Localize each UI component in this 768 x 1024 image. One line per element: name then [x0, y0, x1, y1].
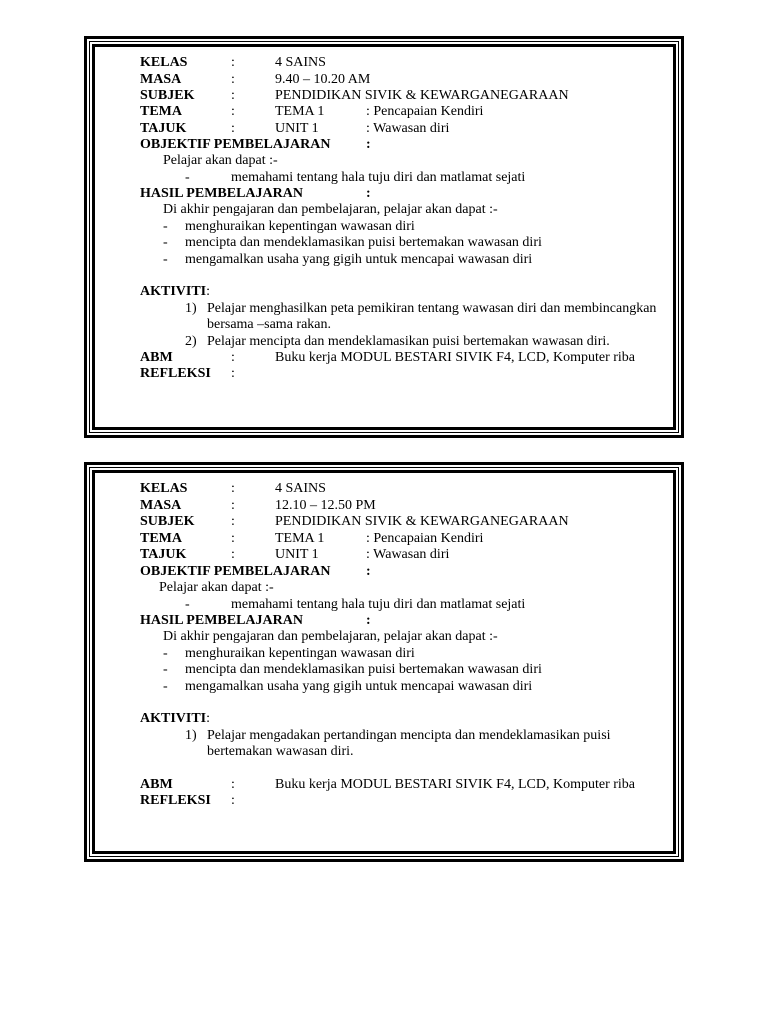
aktiviti-item-cont: bersama –sama rakan.	[207, 317, 331, 332]
kelas-value: 4 SAINS	[275, 481, 326, 496]
colon: :	[231, 547, 235, 562]
hasil-item: mengamalkan usaha yang gigih untuk mencapai wawasan diri	[185, 679, 533, 694]
subjek-label: SUBJEK	[140, 88, 195, 103]
aktiviti-item-cont: bertemakan wawasan diri.	[207, 744, 354, 759]
tajuk-desc: : Wawasan diri	[366, 547, 450, 562]
aktiviti-item: Pelajar mengadakan pertandingan mencipta dan mendeklamasikan puisi	[207, 728, 611, 743]
aktiviti-heading	[140, 284, 210, 300]
dash: -	[163, 235, 168, 250]
colon: :	[231, 498, 235, 513]
abm-label: ABM	[140, 350, 173, 365]
colon: :	[231, 481, 235, 496]
hasil-item: mencipta dan mendeklamasikan puisi bertemakan wawasan diri	[185, 662, 542, 677]
colon: :	[231, 531, 235, 546]
lesson-plan-box-2	[84, 462, 684, 862]
dash: -	[163, 662, 168, 677]
tema-desc: : Pencapaian Kendiri	[366, 531, 484, 546]
tema-label: TEMA	[140, 104, 182, 119]
masa-value: 12.10 – 12.50 PM	[275, 498, 376, 513]
masa-value: 9.40 – 10.20 AM	[275, 72, 371, 87]
masa-label: MASA	[140, 72, 182, 87]
colon: :	[231, 72, 235, 87]
hasil-item: menghuraikan kepentingan wawasan diri	[185, 646, 415, 661]
hasil-label: HASIL PEMBELAJARAN	[140, 613, 303, 628]
colon: :	[231, 104, 235, 119]
aktiviti-heading	[140, 711, 210, 727]
tajuk-value: UNIT 1	[275, 121, 319, 136]
tajuk-label: TAJUK	[140, 121, 187, 136]
colon: :	[366, 186, 371, 201]
colon: :	[231, 366, 235, 381]
aktiviti-num: 2)	[185, 334, 197, 349]
aktiviti-item: Pelajar menghasilkan peta pemikiran tentang wawasan diri dan membincangkan	[207, 301, 657, 316]
abm-value: Buku kerja MODUL BESTARI SIVIK F4, LCD, Komputer riba	[275, 350, 635, 365]
objektif-intro: Pelajar akan dapat :-	[163, 153, 278, 168]
hasil-item: mencipta dan mendeklamasikan puisi bertemakan wawasan diri	[185, 235, 542, 250]
aktiviti-num: 1)	[185, 301, 197, 316]
tajuk-value: UNIT 1	[275, 547, 319, 562]
colon: :	[231, 88, 235, 103]
subjek-value: PENDIDIKAN SIVIK & KEWARGANEGARAAN	[275, 88, 569, 103]
hasil-label: HASIL PEMBELAJARAN	[140, 186, 303, 201]
kelas-value: 4 SAINS	[275, 55, 326, 70]
colon: :	[231, 514, 235, 529]
tema-value: TEMA 1	[275, 104, 325, 119]
dash: -	[163, 646, 168, 661]
hasil-item: mengamalkan usaha yang gigih untuk mencapai wawasan diri	[185, 252, 533, 267]
subjek-label: SUBJEK	[140, 514, 195, 529]
kelas-label: KELAS	[140, 481, 188, 496]
refleksi-label: REFLEKSI	[140, 793, 211, 808]
colon: :	[231, 350, 235, 365]
dash: -	[185, 597, 190, 612]
abm-label: ABM	[140, 777, 173, 792]
objektif-item: memahami tentang hala tuju diri dan matlamat sejati	[231, 170, 526, 185]
abm-value: Buku kerja MODUL BESTARI SIVIK F4, LCD, Komputer riba	[275, 777, 635, 792]
dash: -	[163, 252, 168, 267]
colon: :	[231, 55, 235, 70]
colon: :	[366, 137, 371, 152]
objektif-item: memahami tentang hala tuju diri dan matlamat sejati	[231, 597, 526, 612]
dash: -	[163, 679, 168, 694]
lesson-plan-box-1	[84, 36, 684, 438]
kelas-label: KELAS	[140, 55, 188, 70]
tema-label: TEMA	[140, 531, 182, 546]
aktiviti-item: Pelajar mencipta dan mendeklamasikan puisi bertemakan wawasan diri.	[207, 334, 610, 349]
dash: -	[185, 170, 190, 185]
tajuk-desc: : Wawasan diri	[366, 121, 450, 136]
masa-label: MASA	[140, 498, 182, 513]
aktiviti-label: AKTIVITI	[140, 284, 207, 299]
colon: :	[366, 613, 371, 628]
tema-desc: : Pencapaian Kendiri	[366, 104, 484, 119]
colon: :	[366, 564, 371, 579]
colon: :	[231, 777, 235, 792]
objektif-label: OBJEKTIF PEMBELAJARAN	[140, 137, 331, 152]
hasil-item: menghuraikan kepentingan wawasan diri	[185, 219, 415, 234]
colon: :	[231, 793, 235, 808]
objektif-label: OBJEKTIF PEMBELAJARAN	[140, 564, 331, 579]
dash: -	[163, 219, 168, 234]
colon: :	[206, 711, 211, 726]
subjek-value: PENDIDIKAN SIVIK & KEWARGANEGARAAN	[275, 514, 569, 529]
refleksi-label: REFLEKSI	[140, 366, 211, 381]
tajuk-label: TAJUK	[140, 547, 187, 562]
objektif-intro: Pelajar akan dapat :-	[159, 580, 274, 595]
aktiviti-num: 1)	[185, 728, 197, 743]
hasil-intro: Di akhir pengajaran dan pembelajaran, pelajar akan dapat :-	[163, 202, 498, 217]
colon: :	[231, 121, 235, 136]
aktiviti-label: AKTIVITI	[140, 711, 207, 726]
hasil-intro: Di akhir pengajaran dan pembelajaran, pelajar akan dapat :-	[163, 629, 498, 644]
colon: :	[206, 284, 211, 299]
tema-value: TEMA 1	[275, 531, 325, 546]
